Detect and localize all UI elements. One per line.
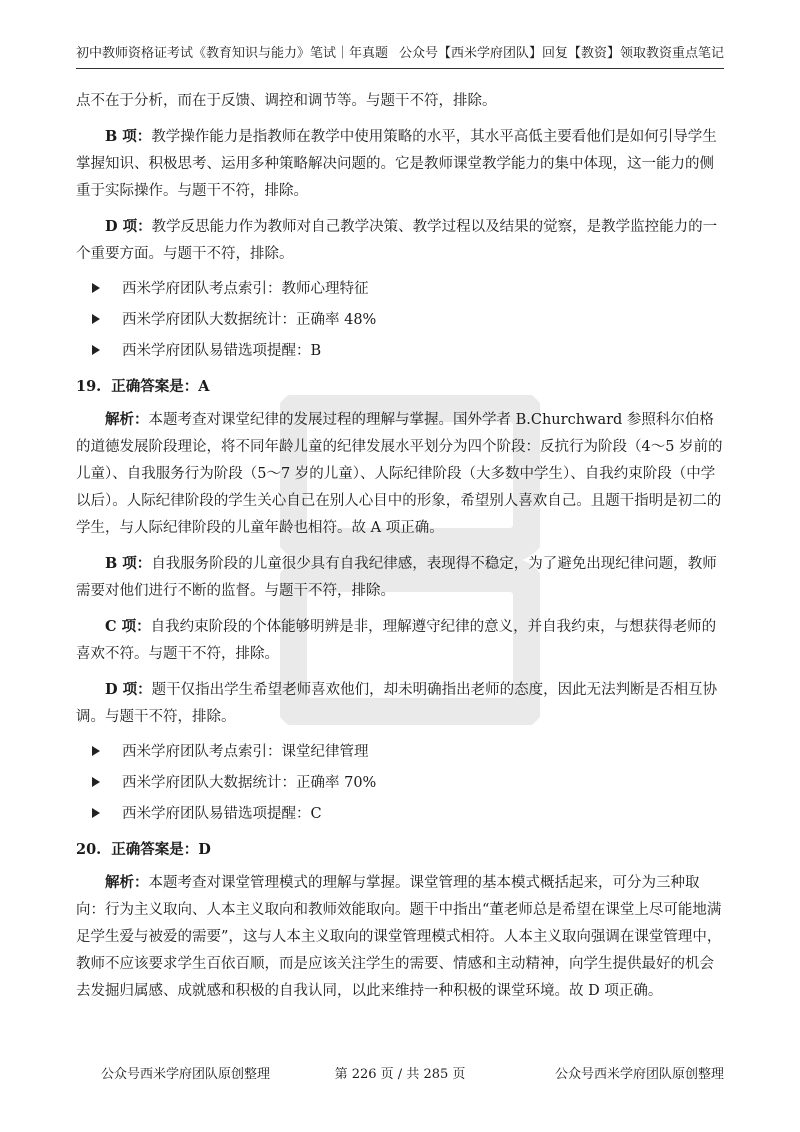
bullet-text: 西米学府团队考点索引：教师心理特征 xyxy=(122,281,369,297)
analysis-label: 解析： xyxy=(105,411,149,428)
arrow-bullet-icon xyxy=(92,345,100,355)
option-text: 自我服务阶段的儿童很少具有自我纪律感，表现得不稳定，为了避免出现纪律问题，教师需要对他们进行不断的监督。与题干不符，排除。 xyxy=(76,556,717,599)
option-label: B 项： xyxy=(105,128,152,145)
arrow-bullet-icon xyxy=(92,808,100,818)
question-answer: 正确答案是：D xyxy=(111,841,211,858)
intro-option-b xyxy=(76,123,724,205)
list-item xyxy=(76,338,724,365)
bullet-text: 西米学府团队大数据统计：正确率 70% xyxy=(122,775,377,791)
question-number: 19. xyxy=(76,378,102,395)
question-answer: 正确答案是：A xyxy=(111,378,210,395)
list-item xyxy=(76,801,724,828)
question-20-header xyxy=(76,836,724,863)
page-footer xyxy=(76,1065,724,1087)
footer-right-text: 公众号西米学府团队原创整理 xyxy=(554,1067,724,1082)
option-label: C 项： xyxy=(105,618,151,635)
option-text: 教学反思能力作为教师对自己教学决策、教学过程以及结果的觉察，是教学监控能力的一个重要方面。与题干不符，排除。 xyxy=(76,219,718,262)
option-text: 题干仅指出学生希望老师喜欢他们，却未明确指出老师的态度，因此无法判断是否相互协调。与题干不符，排除。 xyxy=(76,682,718,725)
list-item xyxy=(76,276,724,303)
arrow-bullet-icon xyxy=(92,314,100,324)
page-header xyxy=(76,44,724,69)
intro-line: 点不在于分析，而在于反馈、调控和调节等。与题干不符，排除。 xyxy=(76,93,497,109)
header-right-text: 公众号【西米学府团队】回复【教资】领取教资重点笔记 xyxy=(398,46,724,61)
option-text: 自我约束阶段的个体能够明辨是非，理解遵守纪律的意义，并自我约束，与想获得老师的喜欢不符。与题干不符，排除。 xyxy=(76,619,717,662)
bullet-text: 西米学府团队易错选项提醒：B xyxy=(122,343,322,359)
option-text: 教学操作能力是指教师在教学中使用策略的水平，其水平高低主要看他们是如何引导学生掌握知识、积极思考、运用多种策略解决问题的。它是教师课堂教学能力的集中体现，这一能力的侧重于实际操作。与题干不符，排除。 xyxy=(76,129,717,199)
list-item xyxy=(76,307,724,334)
list-item xyxy=(76,770,724,797)
analysis-text: 本题考查对课堂管理模式的理解与掌握。课堂管理的基本模式概括起来，可分为三种取向：行为主义取向、人本主义取向和教师效能取向。题干中指出“董老师总是希望在课堂上尽可能地满足学生爱与被爱的需要”，这与人本主义取向的课堂管理模式相符。人本主义取向强调在课堂管理中，教师不应该要求学生百依百顺，而是应该关注学生的需要、情感和主动精神，向学生提供最好的机会去发掘归属感、成就感和积极的自我认同，以此来维持一种积极的课堂环境。故 D 项正确。 xyxy=(76,875,722,999)
bullet-text: 西米学府团队易错选项提醒：C xyxy=(122,806,322,822)
option-label: B 项： xyxy=(105,555,152,572)
arrow-bullet-icon xyxy=(92,746,100,756)
page-number: 第 226 页 / 共 285 页 xyxy=(334,1067,466,1082)
q20-analysis xyxy=(76,869,724,1005)
q19-option-d xyxy=(76,676,724,731)
option-label: D 项： xyxy=(105,218,152,235)
list-item xyxy=(76,739,724,766)
footer-left-text: 公众号西米学府团队原创整理 xyxy=(101,1067,271,1082)
intro-option-d xyxy=(76,213,724,268)
header-left-text: 初中教师资格证考试《教育知识与能力》笔试｜年真题 xyxy=(76,46,389,61)
question-19-header xyxy=(76,373,724,400)
q19-option-c xyxy=(76,613,724,668)
q19-analysis xyxy=(76,406,724,542)
question-number: 20. xyxy=(76,841,102,858)
document-body xyxy=(76,88,724,1013)
bullet-text: 西米学府团队大数据统计：正确率 48% xyxy=(122,312,377,328)
q19-option-b xyxy=(76,550,724,605)
analysis-label: 解析： xyxy=(105,874,149,891)
option-label: D 项： xyxy=(105,681,152,698)
analysis-text: 本题考查对课堂纪律的发展过程的理解与掌握。国外学者 B.Churchward 参照科尔伯格的道德发展阶段理论，将不同年龄儿童的纪律发展水平划分为四个阶段：反抗行为阶段（4～5 岁前的儿童）、自我服务行为阶段（5～7 岁的儿童）、人际纪律阶段（大多数中学生）、自我约束阶段（中学以后）。人际纪律阶段的学生关心自己在别人心目中的形象，希望别人喜欢自己。且题干指明是初二的学生，与人际纪律阶段的儿童年龄也相符。故 A 项正确。 xyxy=(76,412,723,536)
arrow-bullet-icon xyxy=(92,777,100,787)
bullet-text: 西米学府团队考点索引：课堂纪律管理 xyxy=(122,744,369,760)
arrow-bullet-icon xyxy=(92,283,100,293)
